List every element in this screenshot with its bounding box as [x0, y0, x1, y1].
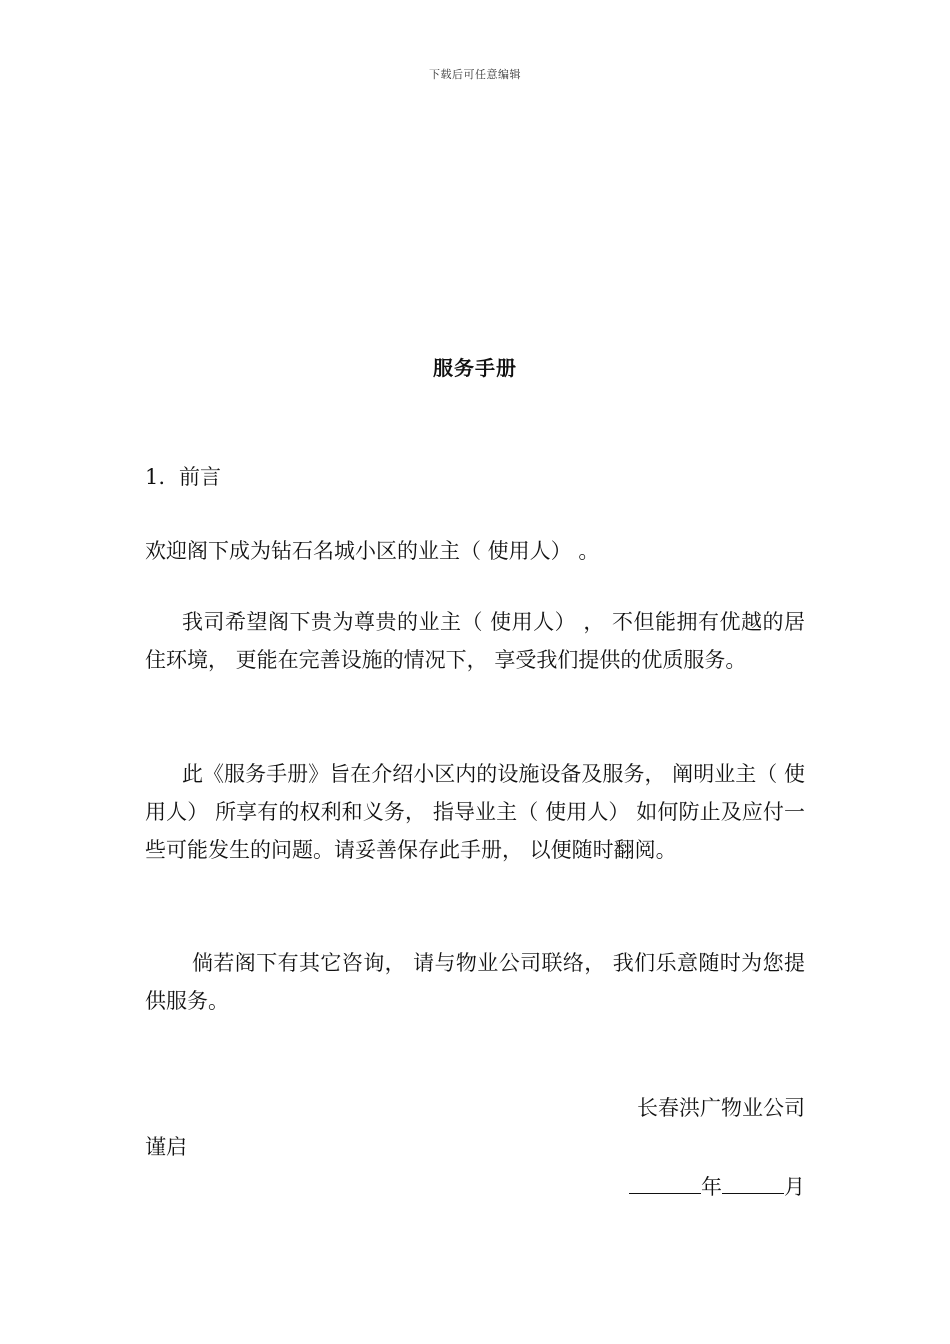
paragraph-welcome: 欢迎阁下成为钻石名城小区的业主（ 使用人） 。 — [145, 539, 600, 563]
page-title: 服务手册 — [433, 356, 517, 380]
paragraph-purpose: 此《服务手册》旨在介绍小区内的设施设备及服务， 阐明业主（ 使用人） 所享有的权利和义务， 指导业主（ 使用人） 如何防止及应付一些可能发生的问题。请妥善保存此手册， 以便随时翻阅。 — [145, 762, 805, 862]
year-blank — [629, 1167, 701, 1194]
section-number: 1. — [145, 465, 166, 489]
month-label: 月 — [784, 1175, 805, 1199]
year-label: 年 — [701, 1175, 722, 1199]
closing-phrase: 谨启 — [145, 1135, 187, 1159]
header-note: 下载后可任意编辑 — [429, 68, 521, 81]
section-heading-text: 前言 — [179, 465, 222, 489]
section-heading — [145, 458, 221, 496]
paragraph-hope: 我司希望阁下贵为尊贵的业主（ 使用人） ， 不但能拥有优越的居住环境， 更能在完善设施的情况下， 享受我们提供的优质服务。 — [145, 610, 805, 672]
date-line — [629, 1167, 805, 1206]
month-blank — [722, 1167, 784, 1194]
company-signature: 长春洪广物业公司 — [637, 1096, 805, 1120]
paragraph-contact: 倘若阁下有其它咨询， 请与物业公司联络， 我们乐意随时为您提供服务。 — [145, 951, 805, 1013]
